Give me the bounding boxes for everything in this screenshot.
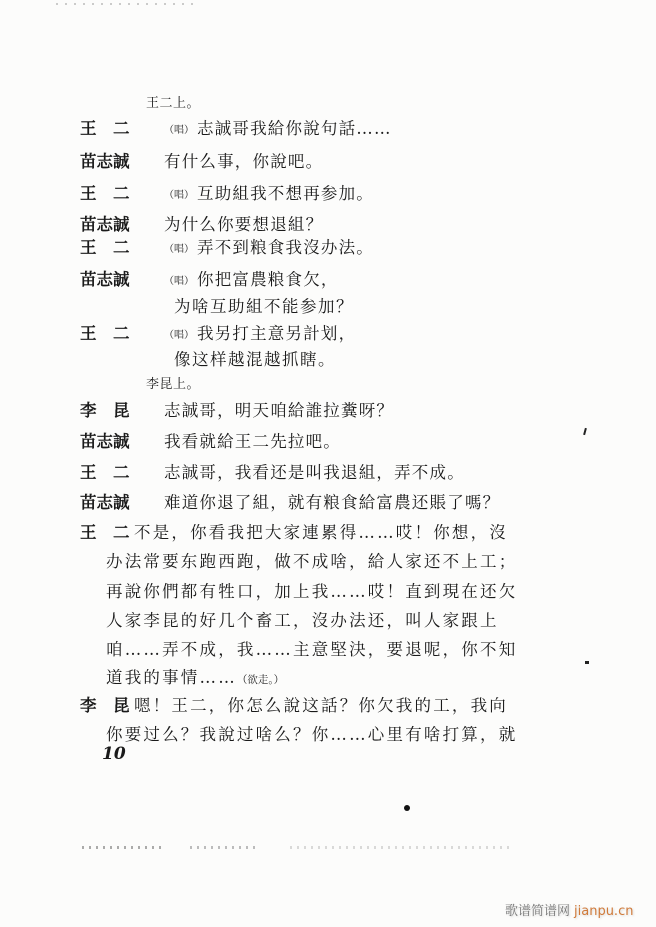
dialogue-line xyxy=(80,180,374,208)
speaker-name: 苗志誠 xyxy=(80,215,130,234)
speaker-name: 李 昆 xyxy=(80,401,130,420)
dialogue-continuation: 为啥互助組不能参加？ xyxy=(174,297,354,316)
speaker-name: 王 二 xyxy=(80,523,130,542)
watermark xyxy=(505,900,633,919)
dialogue-text: 志誠哥，我看还是叫我退組，弄不成。 xyxy=(164,463,465,482)
paragraph-line: 再說你們都有牲口，加上我……哎！直到現在还欠 xyxy=(106,582,518,601)
paragraph-line: 办法常要东跑西跑，做不成啥，給人家还不上工； xyxy=(106,552,518,571)
dialogue-line xyxy=(80,266,339,294)
ink-dot xyxy=(404,805,410,811)
speaker-name: 王 二 xyxy=(80,238,130,257)
dialogue-text: 弄不到粮食我沒办法。 xyxy=(197,238,374,257)
sing-tag: （唱） xyxy=(164,276,194,287)
speaker-name: 苗志誠 xyxy=(80,493,130,512)
dialogue-line xyxy=(80,428,341,456)
dialogue-line xyxy=(80,148,323,176)
speaker-name: 苗志誠 xyxy=(80,152,130,171)
paragraph-text: 道我的事情…… xyxy=(106,668,237,687)
scan-artifact xyxy=(290,846,510,849)
dialogue-text: 有什么事，你說吧。 xyxy=(164,152,324,171)
paragraph-line: 咱……弄不成，我……主意堅決，要退呢，你不知 xyxy=(106,640,518,659)
dialogue-text: 我看就給王二先拉吧。 xyxy=(164,432,341,451)
paragraph-line: 人家李昆的好几个畜工，沒办法还，叫人家跟上 xyxy=(106,611,499,630)
dialogue-text: 我另打主意另計划， xyxy=(197,324,357,343)
dialogue-line xyxy=(80,115,392,143)
speaker-name: 王 二 xyxy=(80,184,130,203)
dialogue-text: 你把富農粮食欠， xyxy=(197,270,339,289)
sing-tag: （唱） xyxy=(164,190,194,201)
dialogue-continuation: 像这样越混越抓瞎。 xyxy=(174,350,336,369)
dialogue-text: 不是，你看我把大家連累得……哎！你想，沒 xyxy=(134,523,508,542)
sing-tag: （唱） xyxy=(164,244,194,255)
sing-tag: （唱） xyxy=(164,330,194,341)
paragraph-line: 你要过么？我說过啥么？你……心里有啥打算，就 xyxy=(106,725,518,744)
speaker-name: 王 二 xyxy=(80,324,130,343)
scan-artifact xyxy=(82,846,162,849)
dialogue-text: 为什么你要想退組？ xyxy=(164,215,324,234)
dialogue-line xyxy=(80,234,374,262)
stage-direction: 王二上。 xyxy=(146,96,201,111)
dialogue-text: 志誠哥我給你說句話…… xyxy=(197,119,392,138)
speaker-name: 王 二 xyxy=(80,119,130,138)
dialogue-line xyxy=(80,692,508,720)
speaker-name: 李 昆 xyxy=(80,696,130,715)
dialogue-text: 难道你退了組，就有粮食給富農还賬了嗎？ xyxy=(164,493,501,512)
ink-mark xyxy=(585,661,589,664)
dialogue-text: 嗯！王二，你怎么說这話？你欠我的工，我向 xyxy=(134,696,508,715)
scan-artifact xyxy=(190,846,260,849)
dialogue-text: 互助組我不想再参加。 xyxy=(197,184,374,203)
dialogue-line xyxy=(80,519,508,547)
watermark-domain: jianpu.cn xyxy=(574,904,634,919)
ink-mark xyxy=(583,428,587,435)
watermark-site-name: 歌谱简谱网 xyxy=(505,904,571,919)
paragraph-line xyxy=(106,664,284,694)
dialogue-line xyxy=(80,397,394,425)
dialogue-line xyxy=(80,489,500,517)
speaker-name: 苗志誠 xyxy=(80,270,130,289)
speaker-name: 王 二 xyxy=(80,463,130,482)
dialogue-line xyxy=(80,320,356,348)
dialogue-text: 志誠哥，明天咱給誰拉糞呀？ xyxy=(164,401,395,420)
dialogue-line xyxy=(80,459,465,487)
speaker-name: 苗志誠 xyxy=(80,432,130,451)
stage-note: （欲走。） xyxy=(236,674,285,686)
sing-tag: （唱） xyxy=(164,125,194,136)
scan-artifact xyxy=(56,3,196,5)
page-number: 10 xyxy=(102,744,126,764)
stage-direction: 李昆上。 xyxy=(146,377,201,392)
